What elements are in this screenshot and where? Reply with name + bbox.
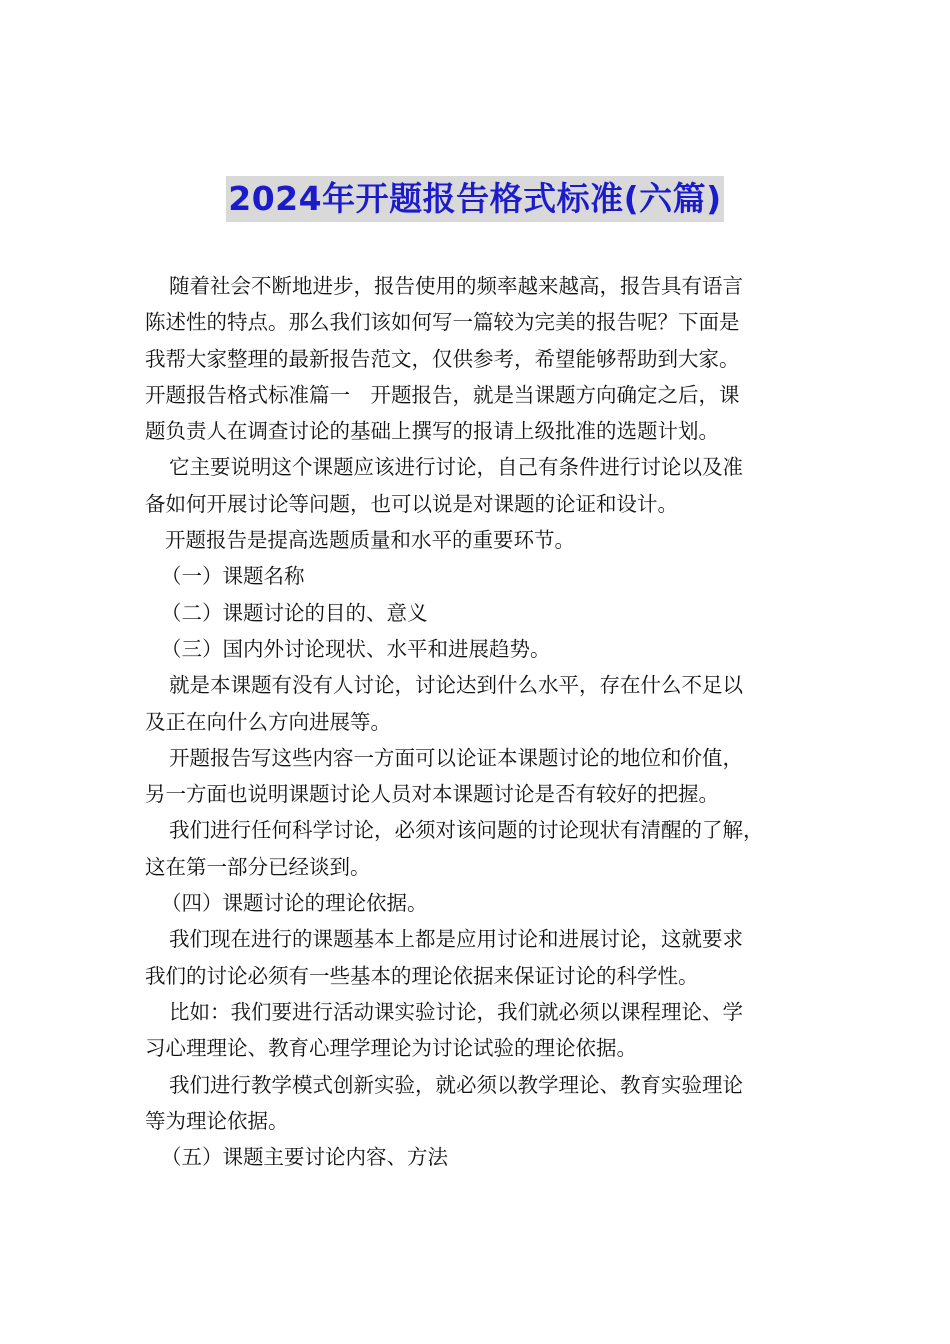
text-line: 比如：我们要进行活动课实验讨论，我们就必须以课程理论、学: [169, 999, 743, 1024]
text-line: 我们现在进行的课题基本上都是应用讨论和进展讨论，这就要求: [169, 927, 743, 952]
text-line: （四）课题讨论的理论依据。: [161, 891, 428, 916]
text-line: 我帮大家整理的最新报告范文，仅供参考，希望能够帮助到大家。: [145, 346, 740, 371]
title-container: [0, 176, 950, 222]
text-line: 及正在向什么方向进展等。: [145, 709, 391, 734]
text-line: （二）课题讨论的目的、意义: [161, 600, 428, 625]
text-line: （五）课题主要讨论内容、方法: [161, 1145, 448, 1170]
document-body: [145, 268, 813, 1175]
text-line: （三）国内外讨论现状、水平和进展趋势。: [161, 636, 551, 661]
text-line: 习心理理论、教育心理学理论为讨论试验的理论依据。: [145, 1036, 637, 1061]
text-line: 等为理论依据。: [145, 1108, 289, 1133]
document-title: 2024年开题报告格式标准(六篇): [226, 176, 724, 222]
text-line: 另一方面也说明课题讨论人员对本课题讨论是否有较好的把握。: [145, 782, 719, 807]
text-line: 开题报告是提高选题质量和水平的重要环节。: [165, 528, 575, 553]
text-line: 开题报告写这些内容一方面可以论证本课题讨论的地位和价值，: [169, 745, 743, 770]
text-line: 陈述性的特点。那么我们该如何写一篇较为完美的报告呢？下面是: [145, 310, 740, 335]
text-line: 备如何开展讨论等问题，也可以说是对课题的论证和设计。: [145, 491, 678, 516]
text-line: 开题报告格式标准篇一 开题报告，就是当课题方向确定之后，课: [145, 382, 740, 407]
text-line: 我们进行任何科学讨论，必须对该问题的讨论现状有清醒的了解，: [169, 818, 764, 843]
text-line: 我们的讨论必须有一些基本的理论依据来保证讨论的科学性。: [145, 963, 699, 988]
text-line: 我们进行教学模式创新实验，就必须以教学理论、教育实验理论: [169, 1072, 743, 1097]
text-line: 它主要说明这个课题应该进行讨论，自己有条件进行讨论以及准: [169, 455, 743, 480]
text-line: 这在第一部分已经谈到。: [145, 854, 371, 879]
text-line: （一）课题名称: [161, 564, 305, 589]
text-line: 就是本课题有没有人讨论，讨论达到什么水平，存在什么不足以: [169, 673, 743, 698]
text-line: 题负责人在调查讨论的基础上撰写的报请上级批准的选题计划。: [145, 419, 719, 444]
text-line: 随着社会不断地进步，报告使用的频率越来越高，报告具有语言: [169, 274, 743, 298]
